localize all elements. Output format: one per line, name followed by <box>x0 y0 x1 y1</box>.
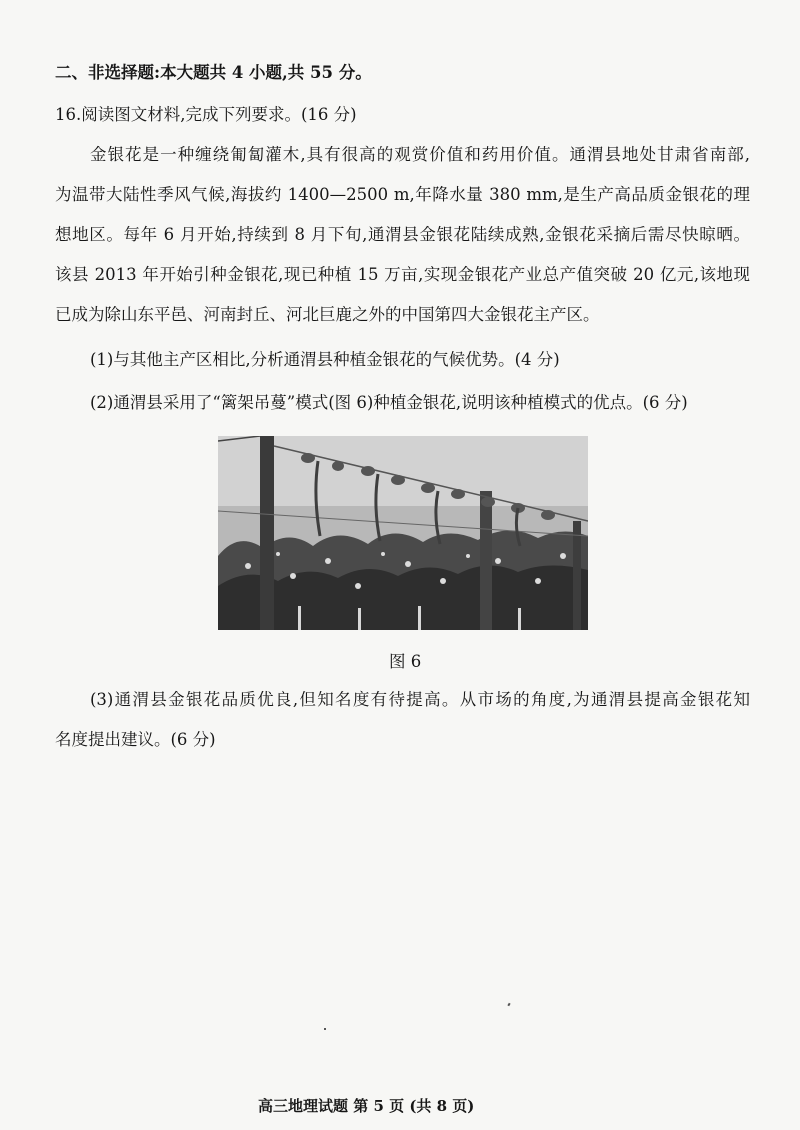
sub-question-3-line-1: (3)通渭县金银花品质优良,但知名度有待提高。从市场的角度,为通渭县提高金银花知 <box>90 690 750 709</box>
trellis-photo <box>218 436 588 630</box>
scan-speck <box>324 1028 326 1030</box>
figure-caption: 图 6 <box>389 652 422 671</box>
question-title: 16.阅读图文材料,完成下列要求。(16 分) <box>55 105 357 124</box>
sub-question-2: (2)通渭县采用了“篱架吊蔓”模式(图 6)种植金银花,说明该种植模式的优点。(6 分) <box>90 393 688 412</box>
page-footer: 高三地理试题 第 5 页 (共 8 页) <box>258 1097 475 1115</box>
scan-speck <box>507 1003 510 1007</box>
sub-question-3-line-2: 名度提出建议。(6 分) <box>55 730 216 749</box>
paragraph-line-5: 已成为除山东平邑、河南封丘、河北巨鹿之外的中国第四大金银花主产区。 <box>55 305 600 324</box>
paragraph-line-3: 想地区。每年 6 月开始,持续到 8 月下旬,通渭县金银花陆续成熟,金银花采摘后需尽快晾晒。 <box>55 225 750 244</box>
sub-question-1: (1)与其他主产区相比,分析通渭县种植金银花的气候优势。(4 分) <box>90 350 560 369</box>
paragraph-line-4: 该县 2013 年开始引种金银花,现已种植 15 万亩,实现金银花产业总产值突破 20 亿元,该地现 <box>55 265 750 284</box>
paragraph-line-2: 为温带大陆性季风气候,海拔约 1400—2500 m,年降水量 380 mm,是生产高品质金银花的理 <box>55 185 750 204</box>
paragraph-line-1: 金银花是一种缠绕匍匐灌木,具有很高的观赏价值和药用价值。通渭县地处甘肃省南部, <box>90 145 750 164</box>
section-heading: 二、非选择题:本大题共 4 小题,共 55 分。 <box>55 63 372 82</box>
